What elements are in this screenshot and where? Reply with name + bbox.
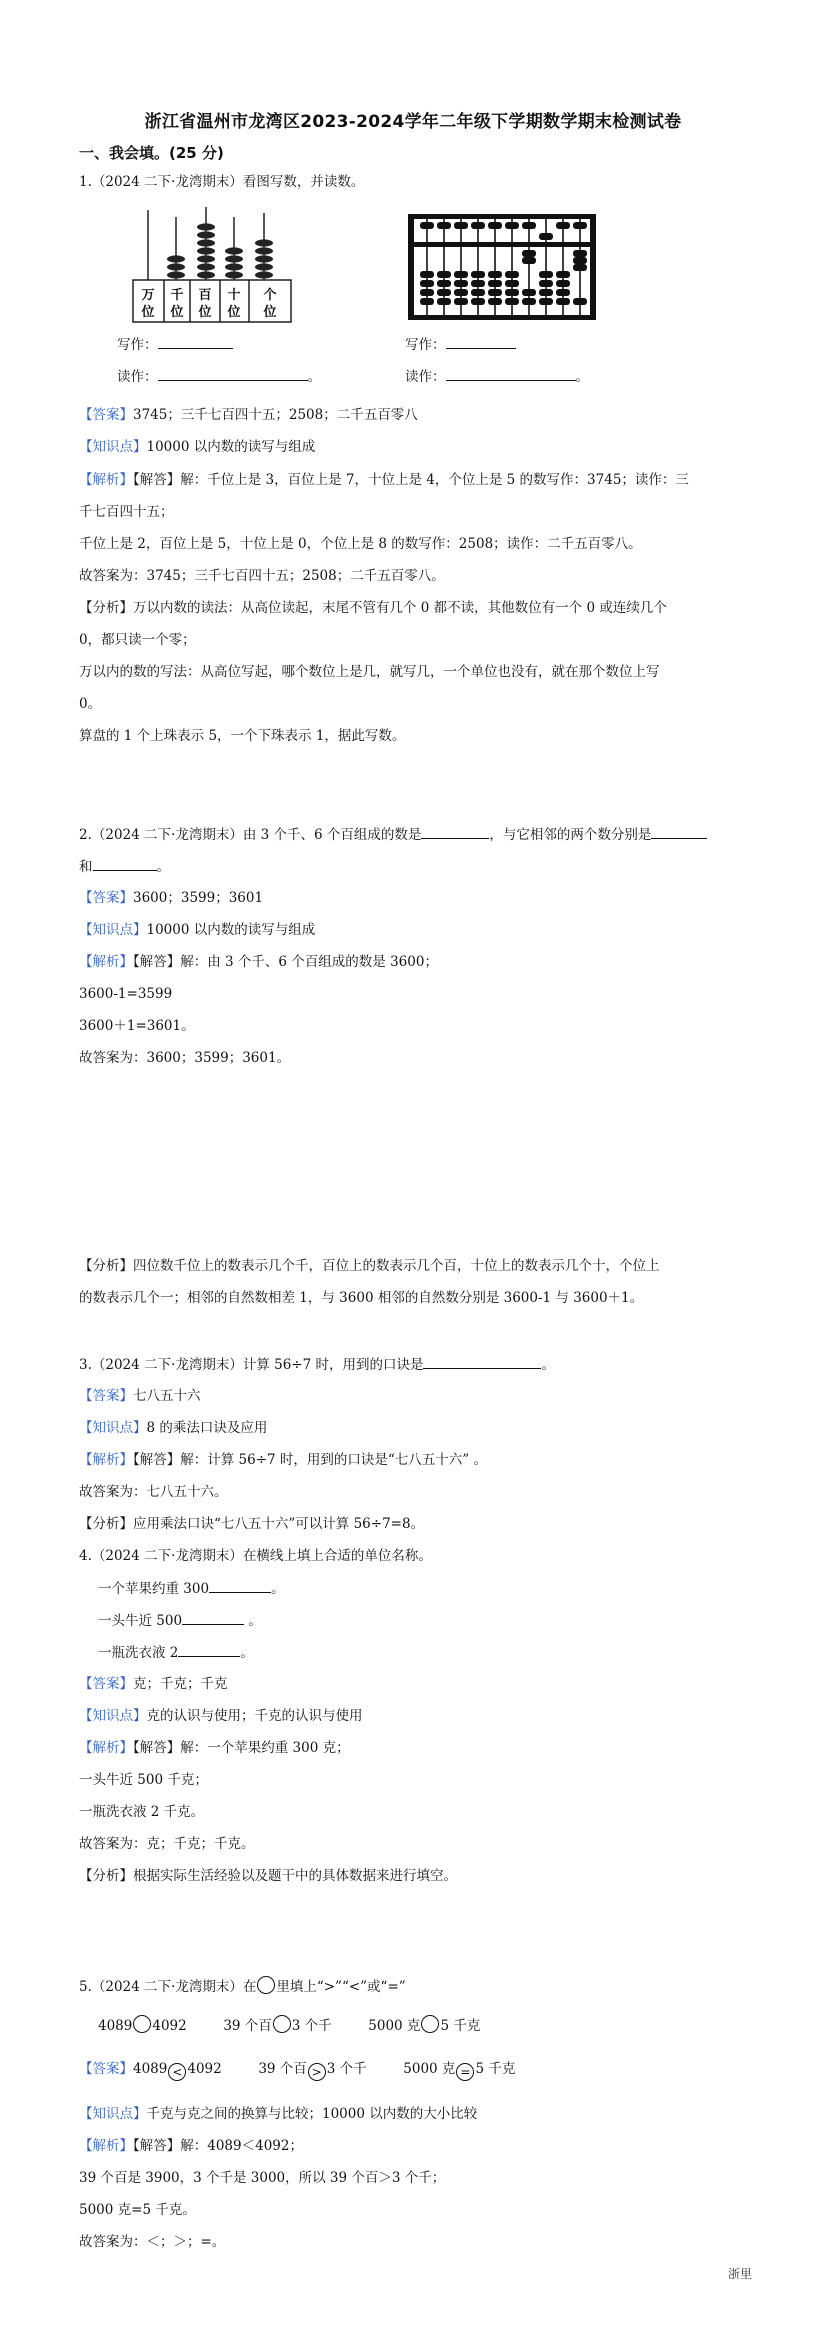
- abacus-label-wan: 万: [141, 288, 155, 303]
- answer-blank[interactable]: [651, 824, 707, 839]
- compare-circle[interactable]: [133, 2015, 151, 2033]
- abacus-label-qian: 千: [170, 288, 184, 303]
- q2-answer: 【答案】3600；3599；3601: [79, 890, 264, 906]
- q1-answer: 【答案】3745；三千七百四十五；2508；二千五百零八: [79, 407, 418, 423]
- answer-blank[interactable]: [182, 1610, 244, 1625]
- q1-write-left: 写作：: [117, 334, 233, 355]
- q1-analysis-line: 万以内的数的写法：从高位写起，哪个数位上是几，就写几，一个单位也没有，就在那个数位上写: [79, 664, 660, 680]
- svg-text:位: 位: [263, 305, 277, 320]
- abacus-label-shi: 十: [227, 288, 241, 303]
- q3-solution-line: 故答案为：七八五十六。: [79, 1484, 228, 1500]
- svg-text:位: 位: [170, 305, 184, 320]
- q3-answer: 【答案】七八五十六: [79, 1388, 201, 1404]
- q1-stem: 1.（2024 二下·龙湾期末）看图写数，并读数。: [79, 174, 365, 190]
- page-footer: 浙里: [727, 2267, 752, 2281]
- svg-text:位: 位: [141, 305, 155, 320]
- q5-solution-line: 故答案为：＜；＞；=。: [79, 2234, 226, 2250]
- q1-solution-line: 故答案为：3745；三千七百四十五；2508；二千五百零八。: [79, 568, 445, 584]
- q5-stem: 5.（2024 二下·龙湾期末）在 里填上“>”“<”或“=”: [79, 1976, 406, 1997]
- q5-knowledge: 【知识点】千克与克之间的换算与比较；10000 以内数的大小比较: [79, 2106, 478, 2122]
- q5-solution: 【解析】【解答】解：4089＜4092；: [79, 2138, 303, 2154]
- answer-blank[interactable]: [178, 1642, 240, 1657]
- q4-answer: 【答案】克；千克；千克: [79, 1676, 228, 1692]
- svg-text:位: 位: [198, 305, 212, 320]
- page-title: 浙江省温州市龙湾区2023-2024学年二年级下学期数学期末检测试卷: [144, 112, 682, 132]
- q1-analysis-line: 0。: [79, 696, 102, 712]
- q1-solution-line: 千位上是 2，百位上是 5，十位上是 0，个位上是 8 的数写作：2508；读作：二千五百零八。: [79, 536, 642, 552]
- q2-knowledge: 【知识点】10000 以内数的读写与组成: [79, 922, 316, 938]
- circle-icon: [257, 1976, 275, 1994]
- q5-answer: 【答案】4089 < 4092 39 个百 > 3 个千 5000 克 = 5 千克: [79, 2061, 516, 2079]
- q3-stem: 3.（2024 二下·龙湾期末）计算 56÷7 时，用到的口诀是 。: [79, 1354, 555, 1375]
- q1-analysis: 【分析】万以内数的读法：从高位读起，末尾不管有几个 0 都不读，其他数位有一个 0 或连续几个: [79, 600, 667, 616]
- q4-solution-line: 故答案为：克；千克；千克。: [79, 1836, 255, 1852]
- q4-solution-line: 一瓶洗衣液 2 千克。: [79, 1804, 205, 1820]
- q5-solution-line: 5000 克=5 千克。: [79, 2202, 196, 2218]
- q1-analysis-line: 算盘的 1 个上珠表示 5，一个下珠表示 1，据此写数。: [79, 728, 406, 744]
- answer-blank[interactable]: [446, 366, 576, 381]
- q4-item: 一头牛近 500 。: [98, 1610, 262, 1631]
- answer-circle: =: [456, 2063, 474, 2081]
- answer-blank[interactable]: [209, 1578, 271, 1593]
- q2-solution: 【解析】【解答】解：由 3 个千、6 个百组成的数是 3600；: [79, 954, 438, 970]
- q4-analysis: 【分析】根据实际生活经验以及题干中的具体数据来进行填空。: [79, 1868, 457, 1884]
- suanpan-figure: [407, 213, 597, 321]
- q2-solution-line: 3600＋1=3601。: [79, 1018, 195, 1034]
- q2-solution-line: 3600-1=3599: [79, 986, 173, 1002]
- q1-read-left: 读作： 。: [117, 366, 321, 387]
- abacus-beads: [167, 223, 273, 278]
- q1-read-right: 读作： 。: [405, 366, 589, 387]
- q1-solution: 【解析】【解答】解：千位上是 3，百位上是 7，十位上是 4，个位上是 5 的数写作：3745；读作：三: [79, 472, 689, 488]
- answer-blank[interactable]: [421, 824, 489, 839]
- answer-circle: >: [308, 2063, 326, 2081]
- q2-stem-line: 和 。: [79, 856, 170, 877]
- q4-stem: 4.（2024 二下·龙湾期末）在横线上填上合适的单位名称。: [79, 1548, 432, 1564]
- abacus-label-bai: 百: [198, 288, 212, 303]
- q3-knowledge: 【知识点】8 的乘法口诀及应用: [79, 1420, 268, 1436]
- q1-solution-line: 千七百四十五；: [79, 504, 174, 520]
- answer-blank[interactable]: [446, 334, 516, 349]
- q4-solution: 【解析】【解答】解：一个苹果约重 300 克；: [79, 1740, 350, 1756]
- q2-stem: 2.（2024 二下·龙湾期末）由 3 个千、6 个百组成的数是 ，与它相邻的两个数分别是: [79, 824, 707, 845]
- q1-knowledge: 【知识点】10000 以内数的读写与组成: [79, 439, 316, 455]
- q2-analysis-line: 的数表示几个一；相邻的自然数相差 1，与 3600 相邻的自然数分别是 3600-1 与 3600＋1。: [79, 1290, 644, 1306]
- q2-solution-line: 故答案为：3600；3599；3601。: [79, 1050, 291, 1066]
- q1-analysis-line: 0，都只读一个零；: [79, 632, 196, 648]
- q2-analysis: 【分析】四位数千位上的数表示几个千，百位上的数表示几个百，十位上的数表示几个十，个位上: [79, 1258, 660, 1274]
- q3-analysis: 【分析】应用乘法口诀“七八五十六”可以计算 56÷7=8。: [79, 1516, 425, 1532]
- q1-write-right: 写作：: [405, 334, 516, 355]
- counting-frame-figure: [128, 205, 298, 325]
- q4-solution-line: 一头牛近 500 千克；: [79, 1772, 208, 1788]
- q5-problems: 4089 4092 39 个百 3 个千 5000 克 5 千克: [98, 2015, 480, 2036]
- answer-blank[interactable]: [423, 1354, 541, 1369]
- answer-blank[interactable]: [93, 856, 157, 871]
- answer-circle: <: [168, 2063, 186, 2081]
- q4-item: 一瓶洗衣液 2 。: [98, 1642, 254, 1663]
- q5-solution-line: 39 个百是 3900，3 个千是 3000，所以 39 个百＞3 个千；: [79, 2170, 446, 2186]
- abacus-label-ge: 个: [263, 288, 277, 303]
- svg-text:位: 位: [227, 305, 241, 320]
- answer-blank[interactable]: [158, 334, 233, 349]
- q3-solution: 【解析】【解答】解：计算 56÷7 时，用到的口诀是“七八五十六” 。: [79, 1452, 488, 1468]
- q4-knowledge: 【知识点】克的认识与使用；千克的认识与使用: [79, 1708, 363, 1724]
- q4-item: 一个苹果约重 300 。: [98, 1578, 285, 1599]
- answer-blank[interactable]: [158, 366, 308, 381]
- section-heading: 一、我会填。(25 分): [79, 144, 224, 162]
- compare-circle[interactable]: [273, 2015, 291, 2033]
- compare-circle[interactable]: [421, 2015, 439, 2033]
